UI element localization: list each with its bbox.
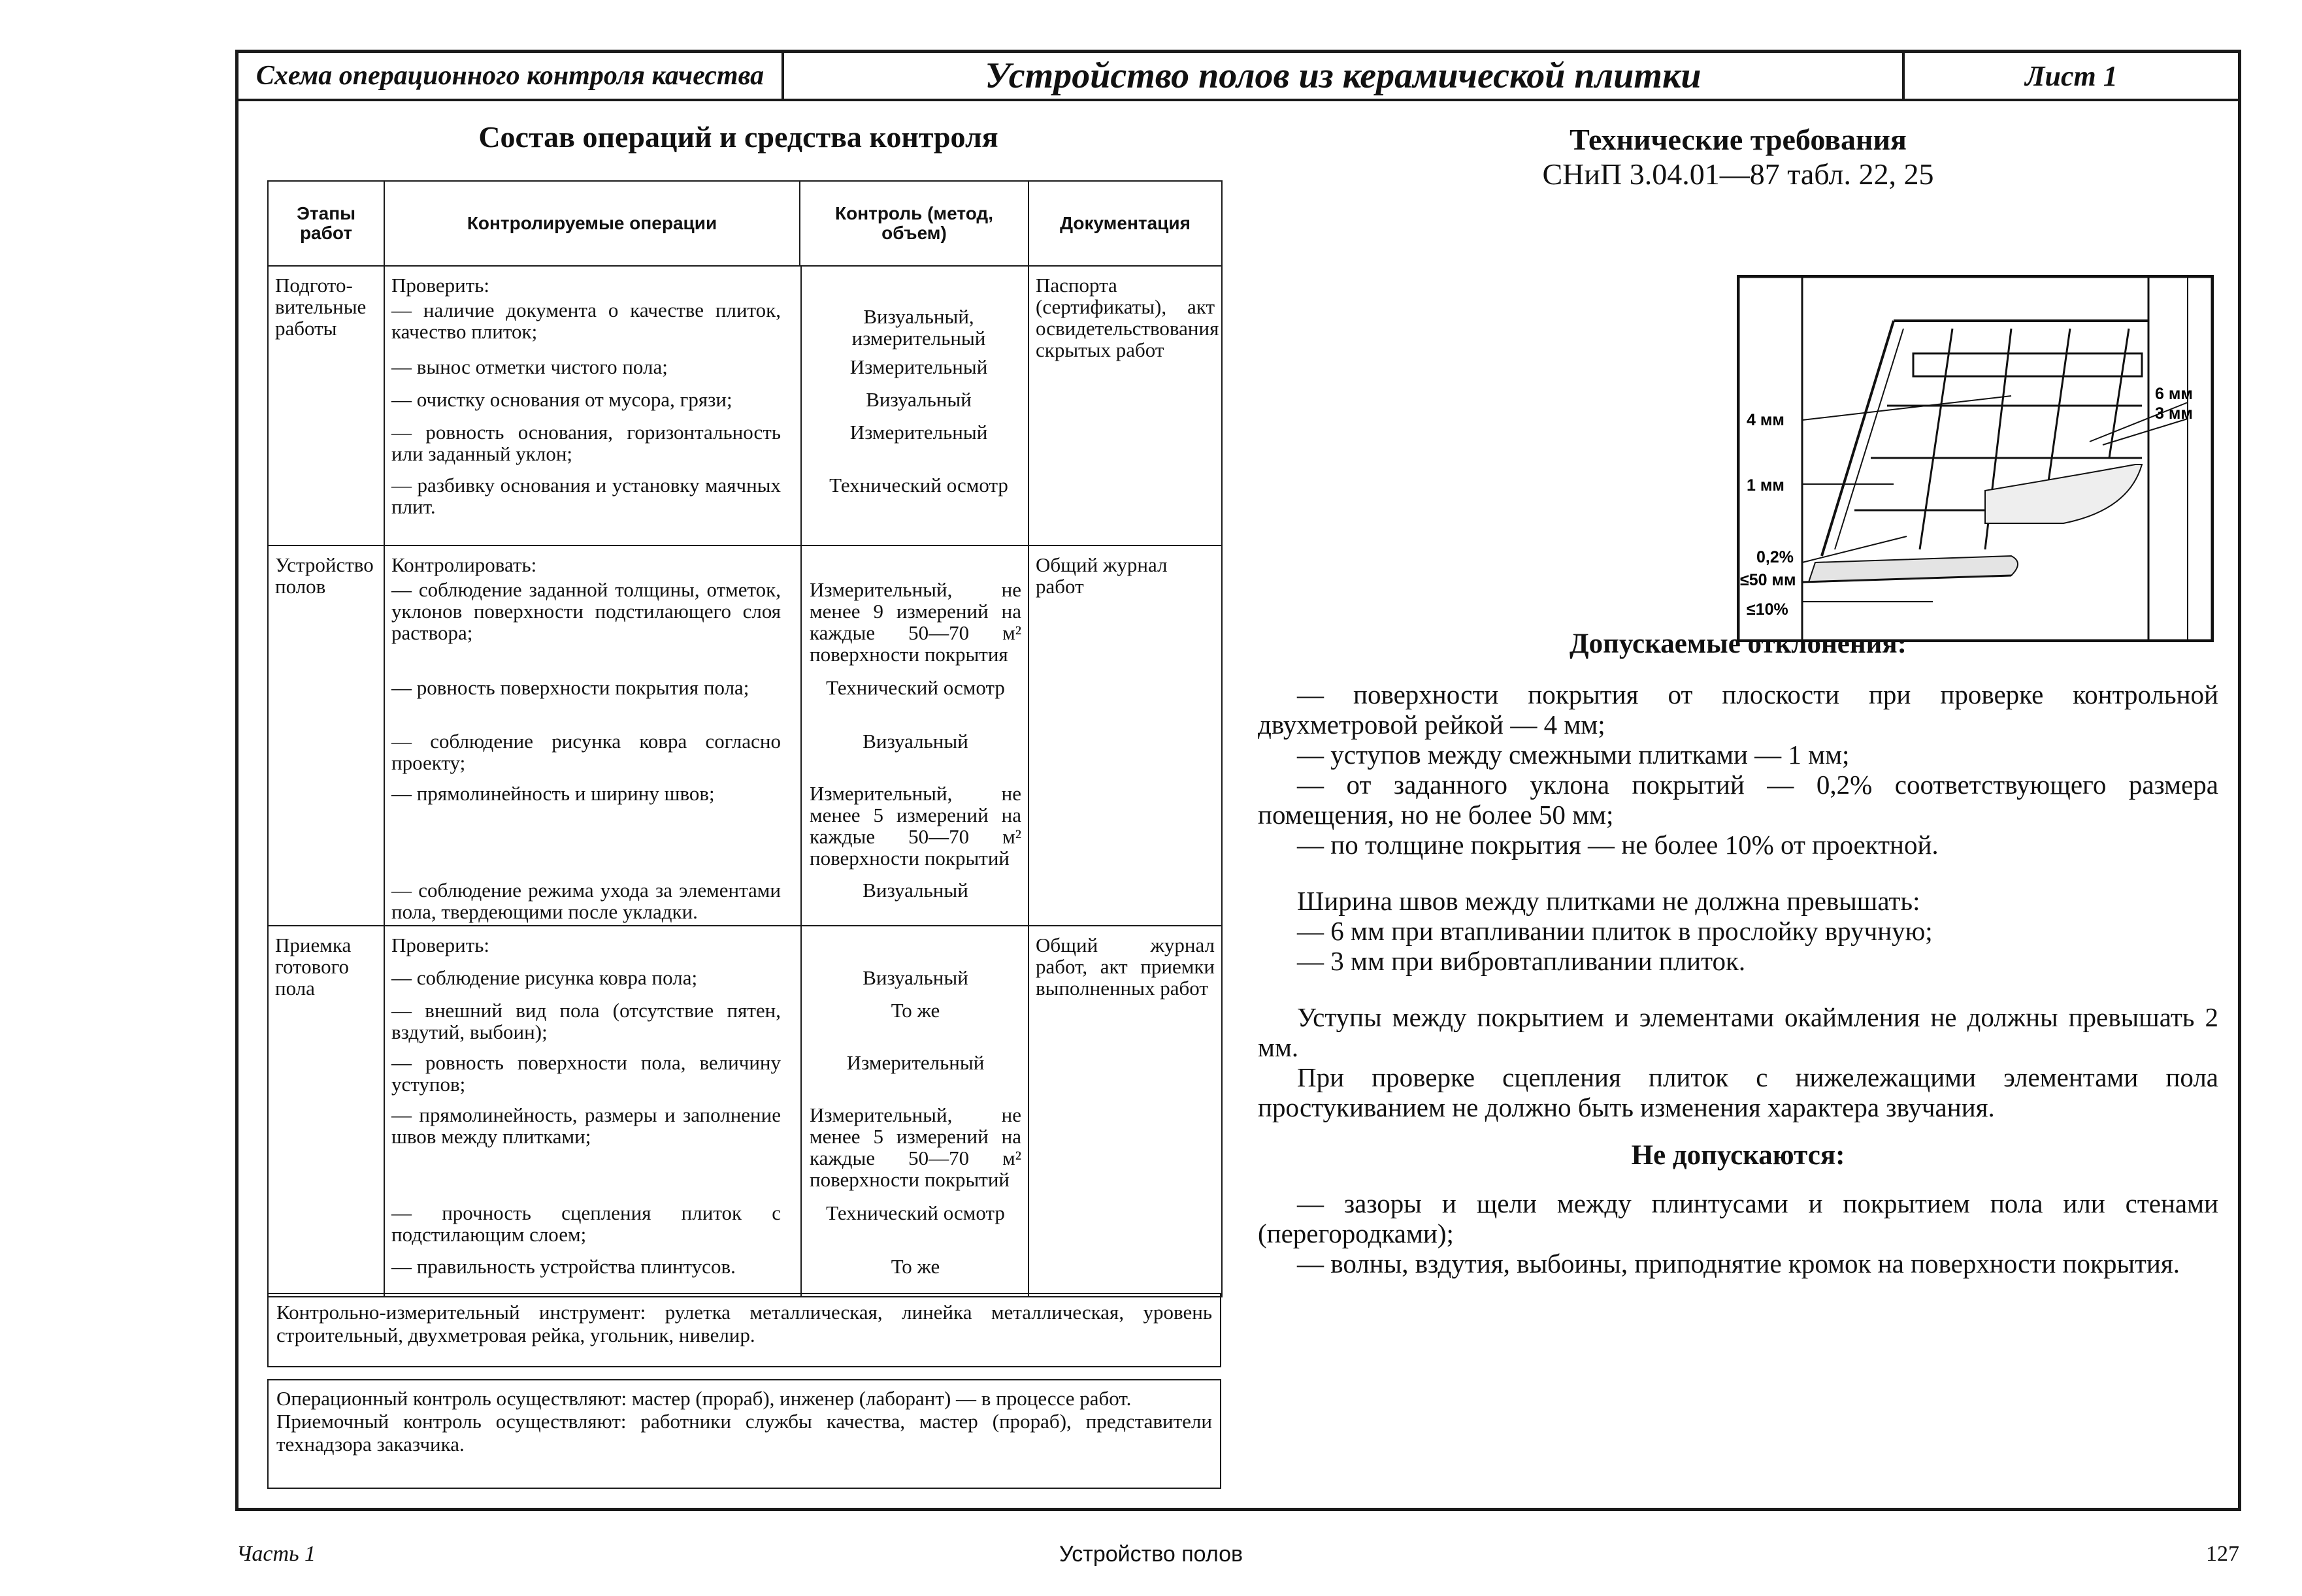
op-text: — соблюдение рисунка ковра согласно проекту;: [391, 730, 781, 774]
header-main-title: Устройство полов из керамической плитки: [784, 53, 1905, 99]
control-method: Технический осмотр: [829, 474, 1008, 497]
control-method: Измерительный: [849, 421, 988, 444]
joint-width-item: — 6 мм при втапливании плиток в прослойку вручную;: [1297, 916, 1933, 946]
control-method: Визуальный: [863, 879, 968, 902]
tech-req-heading: Технические требования: [1570, 123, 1907, 156]
footer-part: Часть 1: [237, 1542, 316, 1566]
floor-diagram: [1737, 275, 2214, 642]
op-text: — очистку основания от мусора, грязи;: [391, 388, 732, 411]
tools-box: [267, 1293, 1221, 1367]
not-allowed-item: — волны, вздутия, выбоины, приподнятие кромок на поверхности покрытия.: [1297, 1248, 2180, 1278]
label-1mm: 1 мм: [1747, 476, 1784, 495]
label-6mm: 6 мм: [2155, 385, 2193, 403]
page-number: 127: [2206, 1542, 2239, 1566]
control-method: Технический осмотр: [826, 676, 1005, 699]
acceptance-control-text: Приемочный контроль осуществляют: работники службы качества, мастер (прораб), представители технадзора заказчика.: [276, 1410, 1212, 1456]
control-method: То же: [891, 1255, 940, 1278]
not-allowed-item: — зазоры и щели между плинтусами и покрытием пола или стенами (перегородками);: [1258, 1188, 2218, 1248]
label-3mm: 3 мм: [2155, 404, 2193, 423]
op-text: — внешний вид пола (отсутствие пятен, вздутий, выбоин);: [391, 999, 781, 1043]
control-method: Измерительный, не менее 5 измерений на каждые 50—70 м² поверхности покрытий: [810, 1103, 1021, 1191]
page-frame: [235, 50, 2241, 1511]
control-method: Технический осмотр: [826, 1201, 1005, 1224]
op-text: — прямолинейность и ширину швов;: [391, 782, 715, 805]
steps-paragraph: Уступы между покрытием и элементами окаймления не должны превышать 2 мм.: [1258, 1002, 2218, 1062]
control-box: [267, 1379, 1221, 1489]
op-text: — соблюдение рисунка ковра пола;: [391, 966, 698, 989]
adhesion-paragraph: При проверке сцепления плиток с нижележащими элементами пола простукиванием не должно быть изменения характера звучания.: [1258, 1062, 2218, 1122]
control-method: Визуальный: [866, 388, 972, 411]
control-method: Измерительный: [846, 1051, 985, 1074]
table-row: [268, 266, 1222, 546]
label-50mm: ≤50 мм: [1740, 571, 1796, 589]
col-docs: Документация: [1028, 181, 1222, 266]
deviation-item: — уступов между смежными плитками — 1 мм;: [1297, 740, 1850, 770]
op-text: — соблюдение заданной толщины, отметок, уклонов поверхности подстилающего слоя раствора;: [391, 578, 781, 644]
col-stage: Этапы работ: [268, 181, 384, 266]
control-method: Визуальный: [863, 730, 968, 753]
col-operations: Контролируемые операции: [384, 181, 800, 266]
header-sheet: Лист 1: [2025, 59, 2118, 92]
stage-intro: Проверить:: [391, 934, 489, 956]
op-text: — ровность поверхности пола, величину уступов;: [391, 1051, 781, 1096]
control-method: Визуальный: [863, 966, 968, 989]
header: [238, 53, 2238, 101]
tech-req-title: [1258, 122, 2218, 191]
stage-name: Устройство полов: [275, 553, 374, 598]
op-text: — наличие документа о качестве плиток, качество плиток;: [391, 299, 781, 343]
stage-intro: Контролировать:: [391, 553, 537, 576]
deviations-title: Допускаемые отклонения:: [1570, 628, 1907, 659]
control-method: Измерительный: [849, 355, 988, 378]
stage-name: Подгото-вительные работы: [275, 274, 367, 340]
label-02pct: 0,2%: [1756, 548, 1794, 566]
stage-name: Приемка готового пола: [275, 934, 352, 1000]
left-section-title: Состав операций и средства контроля: [478, 120, 998, 154]
header-scheme-title: Схема операционного контроля качества: [238, 53, 784, 99]
op-text: — разбивку основания и установку маячных плит.: [391, 474, 781, 518]
col-control: Контроль (метод, объем): [800, 181, 1028, 266]
documentation: Паспорта (сертификаты), акт освидетельствования скрытых работ: [1036, 274, 1219, 361]
deviation-item: — поверхности покрытия от плоскости при проверке контрольной двухметровой рейкой — 4 мм;: [1258, 679, 2218, 740]
snip-reference: СНиП 3.04.01—87 табл. 22, 25: [1542, 157, 1934, 191]
label-10pct: ≤10%: [1747, 600, 1788, 619]
joint-width-item: — 3 мм при вибровтапливании плиток.: [1297, 946, 1746, 976]
not-allowed-title: Не допускаются:: [1631, 1140, 1845, 1171]
deviation-item: — по толщине покрытия — не более 10% от проектной.: [1297, 830, 1939, 860]
op-text: — ровность поверхности покрытия пола;: [391, 676, 749, 699]
documentation: Общий журнал работ, акт приемки выполненных работ: [1036, 934, 1215, 1000]
op-text: — соблюдение режима ухода за элементами пола, твердеющими после укладки.: [391, 879, 781, 923]
op-text: — прочность сцепления плиток с подстилающим слоем;: [391, 1201, 781, 1246]
table-row: [268, 546, 1222, 926]
label-4mm: 4 мм: [1747, 411, 1784, 429]
documentation: Общий журнал работ: [1036, 553, 1168, 598]
tools-text: Контрольно-измерительный инструмент: рулетка металлическая, линейка металлическая, уровень строительный, двухметровая рейка, угольник, нивелир.: [276, 1301, 1212, 1346]
table-row: [268, 926, 1222, 1297]
operational-control-text: Операционный контроль осуществляют: мастер (прораб), инженер (лаборант) — в процессе работ.: [276, 1387, 1132, 1410]
table-header-row: [268, 181, 1222, 266]
joint-width-intro: Ширина швов между плитками не должна превышать:: [1297, 886, 1920, 916]
control-method: То же: [891, 999, 940, 1022]
op-text: — правильность устройства плинтусов.: [391, 1255, 736, 1278]
deviation-item: — от заданного уклона покрытий — 0,2% соответствующего размера помещения, но не более 50 мм;: [1258, 770, 2218, 830]
footer-section: Устройство полов: [1059, 1542, 1243, 1567]
control-method: Визуальный, измерительный: [851, 305, 986, 350]
op-text: — прямолинейность, размеры и заполнение швов между плитками;: [391, 1103, 781, 1148]
op-text: — вынос отметки чистого пола;: [391, 355, 668, 378]
operations-table: [267, 180, 1223, 1297]
control-method: Измерительный, не менее 9 измерений на каждые 50—70 м² поверхности покрытия: [810, 578, 1021, 666]
stage-intro: Проверить:: [391, 274, 489, 297]
control-method: Измерительный, не менее 5 измерений на каждые 50—70 м² поверхности покрытий: [810, 782, 1021, 870]
deviations-section: [1258, 628, 2218, 1278]
op-text: — ровность основания, горизонтальность или заданный уклон;: [391, 421, 781, 465]
